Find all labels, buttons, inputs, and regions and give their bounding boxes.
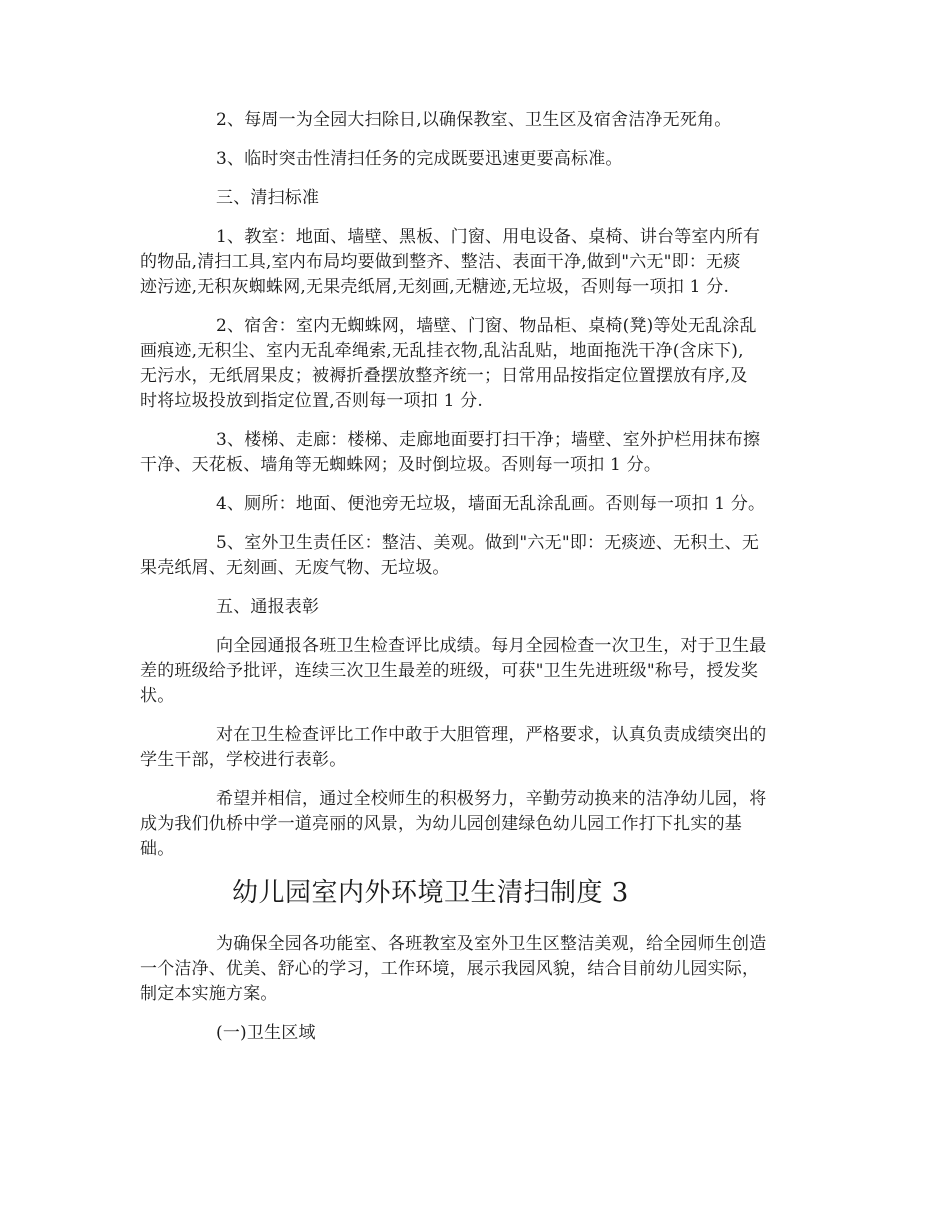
paragraph-weekly-cleaning: 2、每周一为全园大扫除日,以确保教室、卫生区及宿舍洁净无死角。 bbox=[216, 110, 732, 130]
paragraph-report-results: 向全园通报各班卫生检查评比成绩。每月全园检查一次卫生，对于卫生最 差的班级给予批评，连续三次卫生最差的班级，可获"卫生先进班级"称号，授发奖 状。 bbox=[140, 636, 767, 706]
subheading-commendation: 五、通报表彰 bbox=[216, 597, 320, 617]
paragraph-toilet-standard: 4、厕所：地面、便池旁无垃圾，墙面无乱涂乱画。否则每一项扣 1 分。 bbox=[216, 494, 766, 514]
paragraph-stairs-corridor-standard: 3、楼梯、走廊：楼梯、走廊地面要打扫干净；墙壁、室外护栏用抹布擦 干净、天花板、墙角等无蜘蛛网；及时倒垃圾。否则每一项扣 1 分。 bbox=[140, 430, 761, 475]
subheading-hygiene-areas: (一)卫生区域 bbox=[216, 1023, 316, 1043]
paragraph-outdoor-area-standard: 5、室外卫生责任区：整洁、美观。做到"六无"即：无痰迹、无积土、无 果壳纸屑、无刻画、无废气物、无垃圾。 bbox=[140, 533, 760, 578]
paragraph-commend-cadres: 对在卫生检查评比工作中敢于大胆管理，严格要求，认真负责成绩突出的 学生干部，学校进行表彰。 bbox=[140, 725, 767, 770]
section-title: 幼儿园室内外环境卫生清扫制度 3 bbox=[232, 878, 629, 908]
paragraph-classroom-standard: 1、教室：地面、墙壁、黑板、门窗、用电设备、桌椅、讲台等室内所有 的物品,清扫工具,室内布局均要做到整齐、整洁、表面干净,做到"六无"即：无痰 迹污迹,无积灰蜘蛛网,无果壳纸屑,无刻画,无糖迹,无垃圾，否则每一项扣 1 分. bbox=[140, 227, 761, 297]
paragraph-temporary-tasks: 3、临时突击性清扫任务的完成既要迅速更要高标准。 bbox=[216, 149, 623, 169]
paragraph-purpose: 为确保全园各功能室、各班教室及室外卫生区整洁美观，给全园师生创造 一个洁净、优美、舒心的学习，工作环境，展示我园风貌，结合目前幼儿园实际， 制定本实施方案。 bbox=[140, 934, 767, 1004]
document-page bbox=[140, 108, 816, 1060]
paragraph-dormitory-standard: 2、宿舍：室内无蜘蛛网，墙壁、门窗、物品柜、桌椅(凳)等处无乱涂乱 画痕迹,无积尘、室内无乱牵绳索,无乱挂衣物,乱沾乱贴，地面拖洗干净(含床下), 无污水，无纸屑果皮；被褥折叠摆放整齐统一；日常用品按指定位置摆放有序,及 时将垃圾投放到指定位置,否则每一项扣 1 分. bbox=[140, 316, 757, 411]
paragraph-closing-hope: 希望并相信，通过全校师生的积极努力，辛勤劳动换来的洁净幼儿园，将 成为我们仇桥中学一道亮丽的风景，为幼儿园创建绿色幼儿园工作打下扎实的基 础。 bbox=[140, 789, 767, 859]
subheading-cleaning-standards: 三、清扫标准 bbox=[216, 188, 320, 208]
